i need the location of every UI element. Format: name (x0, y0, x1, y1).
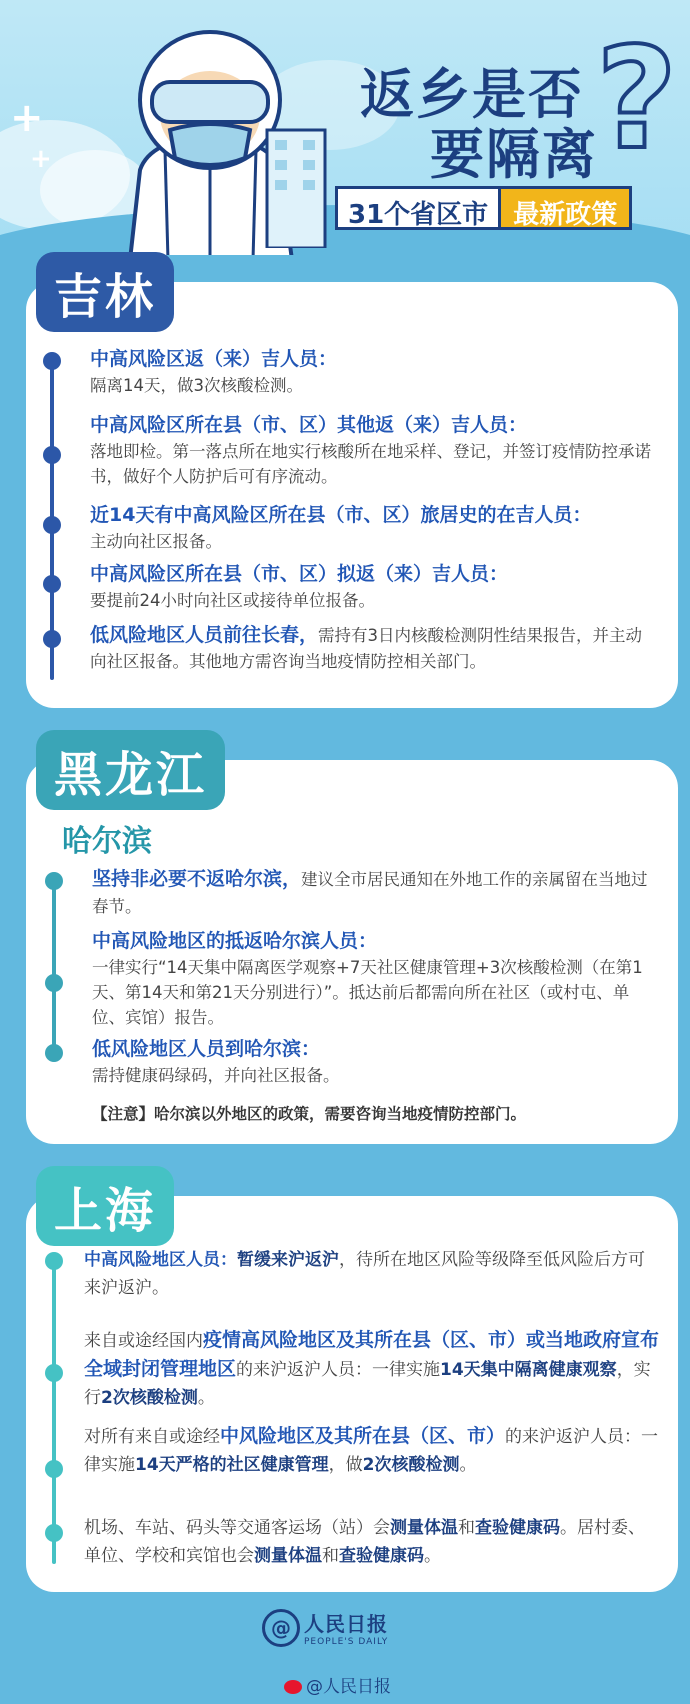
header-banner (0, 0, 690, 255)
page-title-line2: 要隔离 (430, 123, 598, 186)
peoples-daily-logo (262, 1608, 388, 1647)
item-text: 对所有来自或途经 (84, 1427, 220, 1447)
highlight-text: 14天集中隔离健康观察 (440, 1360, 617, 1380)
subtitle-provinces: 31个省区市 (335, 186, 498, 230)
item-text: 。 (459, 1455, 477, 1475)
section-title-jilin: 吉林 (36, 252, 174, 332)
item-heading: 近14天有中高风险区所在县（市、区）旅居史的在吉人员： (90, 504, 592, 526)
city-subtitle-harbin: 哈尔滨 (62, 824, 152, 859)
timeline-line (52, 1254, 56, 1564)
bullet-dot (43, 630, 61, 648)
bullet-dot (45, 872, 63, 890)
subtitle-latest-policy: 最新政策 (498, 186, 632, 230)
item-text: 需持健康码绿码，并向社区报备。 (92, 1066, 340, 1085)
bullet-dot (45, 1252, 63, 1270)
heilongjiang-card (26, 760, 678, 1144)
jilin-card (26, 282, 678, 708)
item-text: 和 (458, 1518, 475, 1538)
item-text: 要提前24小时向社区或接待单位报备。 (90, 591, 375, 610)
logo-chinese-name: 人民日报 (304, 1612, 388, 1636)
item-text: 一律实行“14天集中隔离医学观察+7天社区健康管理+3次核酸检测（在第1天、第14天和第21天分别进行）”。抵达前后都需向所在社区（或村屯、单位、宾馆）报告。 (92, 958, 643, 1027)
highlight-text: 14天严格的社区健康管理 (135, 1455, 329, 1475)
highlight-text: 测量体温 (254, 1546, 322, 1566)
bullet-dot (45, 1364, 63, 1382)
bullet-dot (45, 1460, 63, 1478)
item-text: 建议全市居民通知在外地工作的亲属留在当地过春节。 (92, 870, 648, 916)
building-illustration (265, 128, 327, 248)
item-text: ，待所在地区风险等级降至低风险后方可来沪返沪。 (84, 1250, 645, 1298)
logo-english-name: PEOPLE'S DAILY (304, 1637, 389, 1647)
item-heading: 中高风险地区的抵返哈尔滨人员： (92, 930, 378, 952)
item-heading: 中高风险地区人员： (84, 1250, 237, 1270)
item-text: 落地即检。第一落点所在地实行核酸所在地采样、登记，并签订疫情防控承诺书，做好个人防护后可有序流动。 (90, 442, 651, 486)
highlight-text: 暂缓来沪返沪 (237, 1250, 339, 1270)
plus-icon: + (30, 144, 52, 174)
page-title-line1: 返乡是否 (360, 63, 584, 126)
item-text: 隔离14天，做3次核酸检测。 (90, 376, 303, 395)
item-text: 机场、车站、码头等交通客运场（站）会 (84, 1518, 390, 1538)
shanghai-card (26, 1196, 678, 1592)
at-sign-icon: @ (262, 1609, 300, 1647)
item-text: ，实行 (84, 1360, 651, 1408)
item-text: 。 (197, 1388, 215, 1408)
item-text: 。居村委、单位、学校和宾馆也会 (84, 1518, 645, 1566)
weibo-handle: @人民日报 (306, 1677, 391, 1697)
bullet-dot (43, 352, 61, 370)
item-heading: 低风险地区人员前往长春， (90, 624, 319, 646)
bullet-dot (43, 446, 61, 464)
item-text: ，做 (328, 1455, 363, 1475)
section-title-shanghai: 上海 (36, 1166, 174, 1246)
item-text: 需持有3日内核酸检测阴性结果报告，并主动向社区报备。其他地方需咨询当地疫情防控相关部门。 (90, 626, 643, 671)
item-heading: 低风险地区人员到哈尔滨： (92, 1038, 321, 1060)
item-text: 。 (424, 1546, 441, 1566)
bullet-dot (43, 516, 61, 534)
item-heading: 中高风险区返（来）吉人员： (90, 348, 338, 370)
item-text: 来自或途经国内 (84, 1331, 203, 1351)
highlight-text: 2次核酸检测 (101, 1388, 198, 1408)
highlight-text: 测量体温 (390, 1518, 458, 1538)
section-title-heilongjiang: 黑龙江 (36, 730, 225, 810)
bullet-dot (45, 1044, 63, 1062)
highlight-text: 疫情高风险地区及其所在县（区、市）或当地政府宣布全域封闭管理地区 (84, 1329, 660, 1380)
highlight-text: 2次核酸检测 (362, 1455, 460, 1475)
item-text: 的来沪返沪人员：一律实施 (84, 1427, 659, 1475)
subtitle-banner (335, 186, 632, 230)
weibo-icon (284, 1680, 302, 1694)
item-heading: 中高风险区所在县（市、区）其他返（来）吉人员： (90, 414, 528, 436)
question-mark-icon: ? (596, 18, 678, 181)
timeline-line (52, 878, 56, 1054)
bullet-dot (45, 1524, 63, 1542)
note-text: 【注意】哈尔滨以外地区的政策，需要咨询当地疫情防控部门。 (92, 1104, 527, 1123)
bullet-dot (45, 974, 63, 992)
item-text: 和 (322, 1546, 339, 1566)
item-heading: 中高风险区所在县（市、区）拟返（来）吉人员： (90, 563, 509, 585)
bullet-dot (43, 575, 61, 593)
highlight-text: 中风险地区及其所在县（区、市） (220, 1425, 506, 1447)
weibo-watermark (284, 1672, 391, 1697)
item-text: 的来沪返沪人员：一律实施 (236, 1360, 441, 1380)
item-heading: 坚持非必要不返哈尔滨， (92, 868, 302, 890)
plus-icon: + (10, 95, 44, 141)
item-text: 主动向社区报备。 (90, 532, 222, 551)
highlight-text: 查验健康码 (475, 1518, 560, 1538)
highlight-text: 查验健康码 (339, 1546, 424, 1566)
